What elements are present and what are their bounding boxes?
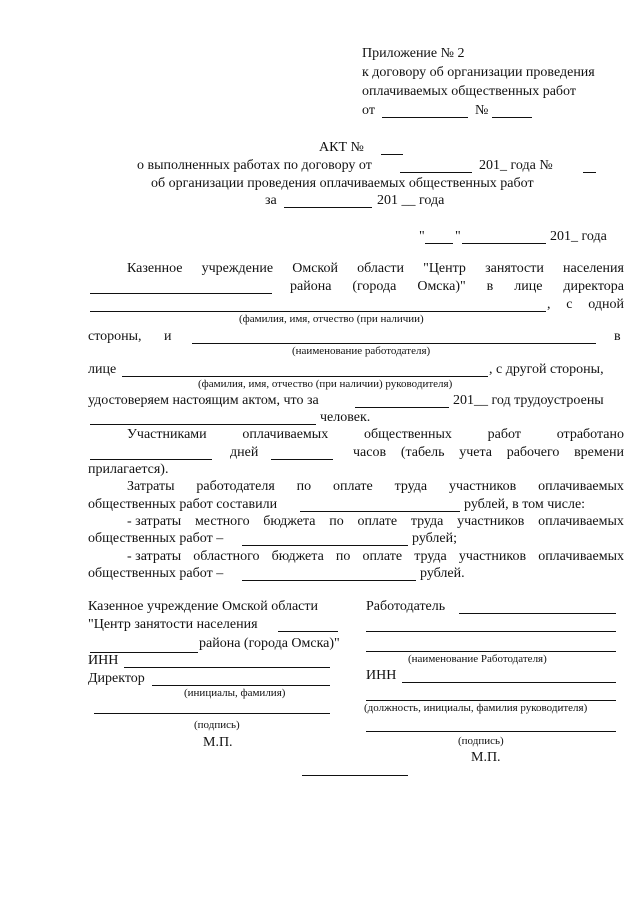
p1-word: в <box>486 279 494 294</box>
bottom-separator <box>302 775 408 776</box>
p3-line2-label: общественных работ составили <box>88 497 278 512</box>
p4-word: участников <box>457 514 525 529</box>
p4-word: бюджета <box>263 514 316 529</box>
left-hint-initials: (инициалы, фамилия) <box>184 687 286 699</box>
act-period-label: за <box>265 193 277 208</box>
head-name-blank[interactable] <box>122 376 488 377</box>
act-contract-date-blank[interactable] <box>400 172 472 173</box>
hours-blank[interactable] <box>271 459 333 460</box>
hint-fio-head: (фамилия, имя, отчество (при наличии) руководителя) <box>198 378 453 390</box>
p3-line2-rubles: рублей, в том числе: <box>464 497 586 512</box>
district-blank[interactable] <box>90 293 272 294</box>
p1-word: директора <box>563 279 624 294</box>
certify-text: удостоверяем настоящим актом, что за <box>88 393 319 408</box>
p4-line1 <box>127 514 624 530</box>
act-subject-line: об организации проведения оплачиваемых общественных работ <box>151 176 534 191</box>
p5-word: труда <box>414 549 447 564</box>
act-contract-number-blank[interactable] <box>583 172 596 173</box>
certify-year-text: 201__ год трудоустроены <box>453 393 604 408</box>
right-hint-position: (должность, инициалы, фамилия руководителя) <box>364 702 588 714</box>
right-employer-blank2[interactable] <box>366 631 616 632</box>
right-hint-employer: (наименование Работодателя) <box>408 653 547 665</box>
director-name-blank[interactable] <box>90 311 546 312</box>
act-period-blank[interactable] <box>284 207 372 208</box>
p1-word: Казенное <box>127 261 183 276</box>
people-label: человек. <box>320 410 371 425</box>
p1-word: занятости <box>485 261 544 276</box>
act-contract-year: 201_ года № <box>479 158 553 173</box>
p2-word: общественных <box>363 427 452 442</box>
p2-word: работ <box>487 427 521 442</box>
days-blank[interactable] <box>90 459 212 460</box>
appendix-works-line: оплачиваемых общественных работ <box>362 84 576 99</box>
certify-period-blank[interactable] <box>355 407 449 408</box>
appendix-title: Приложение № 2 <box>362 46 465 61</box>
left-hint-signature: (подпись) <box>194 719 240 731</box>
act-title: АКТ № <box>319 140 364 155</box>
date-day-blank[interactable] <box>425 243 453 244</box>
p1-word: "Центр <box>423 261 466 276</box>
p2-word: часов <box>353 445 387 460</box>
left-org-line2: "Центр занятости населения <box>88 617 258 632</box>
p5-word: оплате <box>362 549 403 564</box>
right-inn-label: ИНН <box>366 668 397 683</box>
regional-budget-blank[interactable] <box>242 580 416 581</box>
p1-word: Омска)" <box>417 279 466 294</box>
date-quote-close: " <box>455 229 461 244</box>
p1-word: населения <box>563 261 624 276</box>
p4-line2-label: общественных работ – <box>88 531 224 546</box>
p1-word: учреждение <box>201 261 274 276</box>
days-label: дней <box>230 445 259 460</box>
p4-word: - затраты <box>127 514 182 529</box>
left-director-blank[interactable] <box>152 685 330 686</box>
employer-name-blank[interactable] <box>192 343 596 344</box>
p5-line1 <box>127 549 624 565</box>
p1-word: (города <box>352 279 397 294</box>
p2-line1 <box>127 427 624 443</box>
p5-line2-label: общественных работ – <box>88 566 224 581</box>
p2-word: рабочего <box>506 445 560 460</box>
p1-line1 <box>127 261 624 277</box>
p2-word: отработано <box>556 427 624 442</box>
left-org-line1: Казенное учреждение Омской области <box>88 599 319 614</box>
left-signature-blank[interactable] <box>94 713 330 714</box>
right-stamp: М.П. <box>471 750 501 765</box>
appendix-number-label: № <box>475 103 489 118</box>
left-inn-label: ИНН <box>88 653 119 668</box>
date-quote-open: " <box>419 229 425 244</box>
p5-word: по <box>335 549 351 564</box>
p3-word: Затраты <box>127 479 175 494</box>
right-employer-label: Работодатель <box>366 599 446 614</box>
p5-word: - затраты <box>127 549 182 564</box>
p2-word: Участниками <box>127 427 207 442</box>
p2-word: учета <box>459 445 492 460</box>
p4-word: по <box>329 514 344 529</box>
p5-word: оплачиваемых <box>538 549 624 564</box>
date-year: 201_ года <box>550 229 607 244</box>
right-position-blank[interactable] <box>366 700 616 701</box>
p2-line3: прилагается). <box>88 462 169 477</box>
act-contract-from: о выполненных работах по договору от <box>137 158 372 173</box>
right-signature-blank[interactable] <box>366 731 616 732</box>
p1-line2 <box>290 279 624 295</box>
p3-word: участников <box>448 479 517 494</box>
act-number-blank[interactable] <box>381 154 403 155</box>
total-cost-blank[interactable] <box>300 511 460 512</box>
p3-word: оплате <box>333 479 373 494</box>
p5-line2-rubles: рублей. <box>420 566 465 581</box>
p4-word: оплачиваемых <box>538 514 624 529</box>
hint-employer: (наименование работодателя) <box>292 345 431 357</box>
p1-word: Омской <box>292 261 339 276</box>
p1-word: лице <box>514 279 543 294</box>
p3-word: труда <box>394 479 428 494</box>
p4-word: труда <box>410 514 444 529</box>
p5-word: областного <box>193 549 260 564</box>
p3-word: оплачиваемых <box>538 479 624 494</box>
sides-and: и <box>164 329 172 344</box>
p1-word: одной <box>588 297 624 312</box>
p4-line2-rubles: рублей; <box>412 531 457 546</box>
p3-word: работодателя <box>196 479 275 494</box>
act-period-year: 201 __ года <box>377 193 445 208</box>
left-org-line3: района (города Омска)" <box>199 636 340 651</box>
sides-in: в <box>614 329 621 344</box>
hint-fio: (фамилия, имя, отчество (при наличии) <box>239 313 424 325</box>
sides-label: стороны, <box>88 329 142 344</box>
date-month-blank[interactable] <box>462 243 546 244</box>
p3-line1 <box>127 479 624 495</box>
p2-word: (табель <box>400 445 445 460</box>
right-employer-blank3[interactable] <box>366 651 616 652</box>
left-director-label: Директор <box>88 671 145 686</box>
appendix-from-label: от <box>362 103 375 118</box>
p4-word: местного <box>194 514 250 529</box>
appendix-contract-line: к договору об организации проведения <box>362 65 595 80</box>
face-label: лице <box>88 362 117 377</box>
right-hint-signature: (подпись) <box>458 735 504 747</box>
appendix-date-blank[interactable] <box>382 117 468 118</box>
p4-word: оплате <box>357 514 398 529</box>
p1-word: , <box>547 297 551 312</box>
p2-word: оплачиваемых <box>242 427 329 442</box>
p3-word: по <box>296 479 312 494</box>
people-count-blank[interactable] <box>90 424 316 425</box>
p5-word: участников <box>458 549 527 564</box>
right-inn-blank[interactable] <box>402 682 616 683</box>
p2-word: времени <box>574 445 624 460</box>
appendix-number-blank[interactable] <box>492 117 532 118</box>
p1-word: района <box>290 279 332 294</box>
p1-line3 <box>547 297 624 313</box>
right-employer-blank1[interactable] <box>459 613 616 614</box>
left-org-blank1[interactable] <box>278 631 338 632</box>
p1-word: области <box>357 261 404 276</box>
other-side-label: , с другой стороны, <box>489 362 604 377</box>
p1-word: с <box>566 297 573 312</box>
p5-word: бюджета <box>271 549 324 564</box>
p2-line2 <box>353 445 624 461</box>
left-inn-blank[interactable] <box>124 667 330 668</box>
local-budget-blank[interactable] <box>242 545 408 546</box>
left-stamp: М.П. <box>203 735 233 750</box>
